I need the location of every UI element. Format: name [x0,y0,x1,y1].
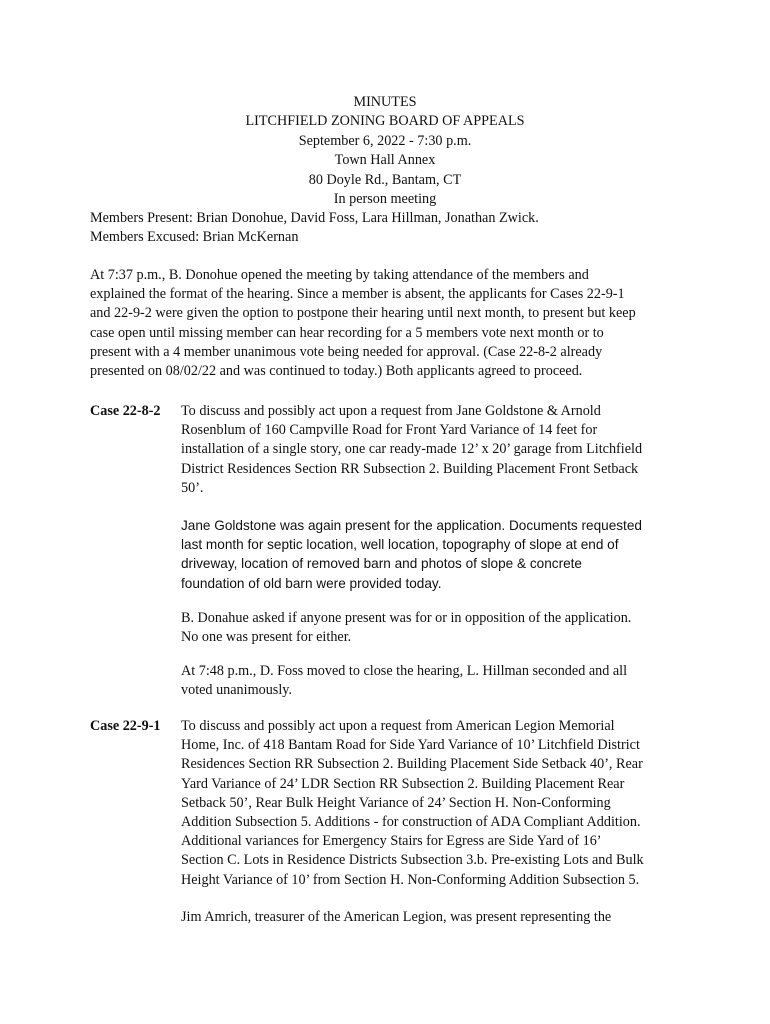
case-1-opposition-paragraph [181,609,681,647]
case-1-motion-line: voted unanimously. [181,682,292,699]
case-1-description-line: installation of a single story, one car ready-made 12’ x 20’ garage from Litchfield [181,441,643,458]
opening-line: At 7:37 p.m., B. Donohue opened the meeting by taking attendance of the members and [90,267,589,283]
case-1-description-line: District Residences Section RR Subsection 2. Building Placement Front Setback [181,460,639,477]
opening-line: and 22-9-2 were given the option to postpone their hearing until next month, to present but keep [90,305,636,322]
case-2-description-line: Home, Inc. of 418 Bantam Road for Side Yard Variance of 10’ Litchfield District [181,737,640,754]
case-1-presence-line: Jane Goldstone was again present for the application. Documents requested [181,518,642,533]
case-1-description-line: Rosenblum of 160 Campville Road for Front Yard Variance of 14 feet for [181,422,598,439]
case-2-presence-line: Jim Amrich, treasurer of the American Legion, was present representing the [181,909,612,925]
case-1-description-line: 50’. [181,479,204,496]
case-1-description-line: To discuss and possibly act upon a request from Jane Goldstone & Arnold [181,403,601,419]
case-2-description-line: Yard Variance of 24’ LDR Section RR Subsection 2. Building Placement Rear [181,775,625,792]
case-1-opposition-line: No one was present for either. [181,629,352,646]
board-name: LITCHFIELD ZONING BOARD OF APPEALS [245,113,525,130]
opening-line: present with a 4 member unanimous vote being needed for approval. (Case 22-8-2 already [90,343,603,360]
case-1-presence-line: last month for septic location, well location, topography of slope at end of [181,537,619,553]
case-1-motion-line: At 7:48 p.m., D. Foss moved to close the hearing, L. Hillman seconded and all [181,663,628,679]
opening-paragraph [90,266,690,381]
case-1-presence-paragraph [181,516,681,593]
case-2-description-line: Height Variance of 10’ from Section H. Non-Conforming Addition Subsection 5. [181,871,640,888]
document-title: MINUTES [353,94,417,110]
case-2-description-line: Addition Subsection 5. Additions - for construction of ADA Compliant Addition. [181,814,641,831]
case-1-description [181,402,681,498]
minutes-header [0,93,770,209]
case-2-description-line: Setback 50’, Rear Bulk Height Variance of 24’ Section H. Non-Conforming [181,794,611,811]
members-section [90,209,690,247]
case-1-label: Case 22-8-2 [90,403,161,419]
case-2-presence-paragraph [181,908,681,927]
case-2-description-line: Residences Section RR Subsection 2. Building Placement Side Setback 40’, Rear [181,756,643,773]
meeting-address: 80 Doyle Rd., Bantam, CT [308,171,462,188]
opening-line: presented on 08/02/22 and was continued to today.) Both applicants agreed to proceed. [90,363,583,380]
case-2-description-line: To discuss and possibly act upon a request from American Legion Memorial [181,718,615,734]
opening-line: case open until missing member can hear recording for a 5 members vote next month or to [90,324,604,341]
case-1-motion-paragraph [181,662,681,700]
case-1-presence-line: driveway, location of removed barn and photos of slope & concrete [181,556,582,572]
meeting-date-time: September 6, 2022 - 7:30 p.m. [298,132,472,149]
case-2-description [181,717,681,890]
meeting-format: In person meeting [333,190,437,207]
members-excused: Members Excused: Brian McKernan [90,229,299,246]
opening-line: explained the format of the hearing. Since a member is absent, the applicants for Cases 22-9-1 [90,286,625,303]
members-present: Members Present: Brian Donohue, David Foss, Lara Hillman, Jonathan Zwick. [90,210,539,226]
meeting-venue: Town Hall Annex [334,152,436,169]
case-2-description-line: Section C. Lots in Residence Districts Subsection 3.b. Pre-existing Lots and Bulk [181,852,644,869]
case-2-label: Case 22-9-1 [90,718,161,734]
case-1-presence-line: foundation of old barn were provided today. [181,575,442,591]
case-1-opposition-line: B. Donahue asked if anyone present was for or in opposition of the application. [181,610,632,626]
case-2-description-line: Additional variances for Emergency Stairs for Egress are Side Yard of 16’ [181,833,602,850]
